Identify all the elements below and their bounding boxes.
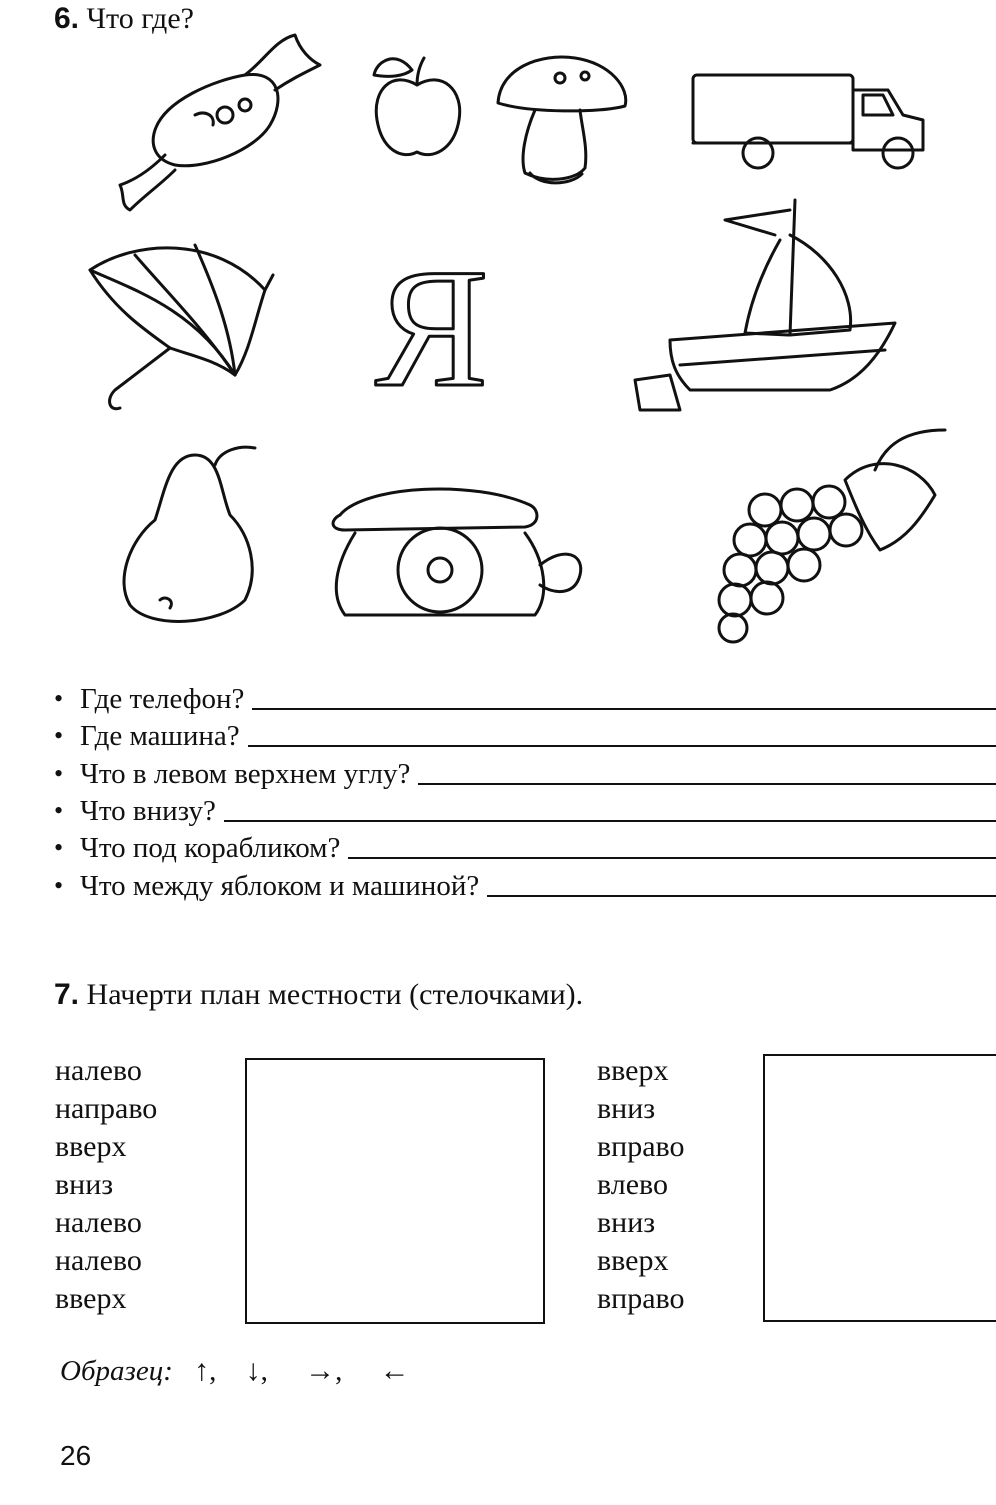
arrow-left-icon: ← — [379, 1354, 410, 1387]
candy-icon — [95, 20, 325, 210]
mushroom-icon — [490, 48, 635, 188]
pear-icon — [110, 440, 260, 625]
separator: , — [335, 1355, 343, 1387]
direction-word: вверх — [597, 1054, 669, 1087]
answer-line[interactable] — [418, 782, 996, 785]
umbrella-icon — [75, 230, 275, 415]
separator: , — [260, 1355, 268, 1387]
bullet: • — [54, 833, 64, 862]
arrow-up-icon: ↑ — [194, 1354, 210, 1387]
grapes-icon — [705, 410, 955, 645]
bullet: • — [54, 871, 64, 900]
direction-word: вниз — [55, 1168, 114, 1201]
answer-line[interactable] — [252, 707, 996, 710]
sample-row — [60, 1354, 410, 1388]
question-item — [54, 753, 996, 789]
task6-title-text: Что где? — [86, 2, 194, 35]
letter-ya-icon — [365, 234, 505, 422]
task7-number: 7. — [54, 978, 80, 1011]
direction-word: вправо — [597, 1130, 685, 1163]
plan-drawing-box-left[interactable] — [245, 1058, 545, 1324]
task7-title — [54, 978, 583, 1012]
apple-icon — [362, 40, 472, 165]
direction-word: вниз — [597, 1092, 656, 1125]
bullet: • — [54, 721, 64, 750]
bullet: • — [54, 796, 64, 825]
telephone-icon — [325, 485, 595, 630]
bullet: • — [54, 759, 64, 788]
question-item — [54, 790, 996, 826]
question-item — [54, 865, 996, 901]
question-item — [54, 678, 996, 714]
direction-word: налево — [55, 1244, 142, 1277]
direction-word: налево — [55, 1054, 142, 1087]
answer-line[interactable] — [248, 744, 996, 747]
task6-number: 6. — [54, 2, 80, 35]
separator: , — [209, 1355, 217, 1387]
direction-word: вниз — [597, 1206, 656, 1239]
svg-text:Я: Я — [375, 234, 489, 422]
question-text: Где машина? — [80, 720, 240, 752]
direction-word: вверх — [55, 1130, 127, 1163]
direction-word: вверх — [55, 1282, 127, 1315]
sailboat-icon — [630, 195, 900, 415]
bullet: • — [54, 684, 64, 713]
truck-icon — [688, 65, 930, 175]
question-text: Что под корабликом? — [80, 832, 341, 864]
task7-title-text: Начерти план местности (стелочками). — [86, 978, 584, 1011]
direction-word: налево — [55, 1206, 142, 1239]
sample-label: Образец: — [60, 1355, 173, 1387]
answer-line[interactable] — [224, 819, 996, 822]
answer-line[interactable] — [348, 856, 996, 859]
answer-line[interactable] — [487, 894, 996, 897]
page-number: 26 — [60, 1440, 92, 1471]
question-text: Что между яблоком и машиной? — [80, 870, 480, 902]
question-item — [54, 827, 996, 863]
direction-word: вправо — [597, 1282, 685, 1315]
plan-drawing-box-right[interactable] — [763, 1054, 996, 1322]
question-item — [54, 715, 996, 751]
question-text: Где телефон? — [80, 683, 245, 715]
direction-word: направо — [55, 1092, 158, 1125]
direction-word: влево — [597, 1168, 669, 1201]
arrow-right-icon: → — [305, 1354, 336, 1387]
question-text: Что внизу? — [80, 795, 216, 827]
arrow-down-icon: ↓ — [245, 1354, 261, 1387]
question-text: Что в левом верхнем углу? — [80, 758, 411, 790]
direction-word: вверх — [597, 1244, 669, 1277]
